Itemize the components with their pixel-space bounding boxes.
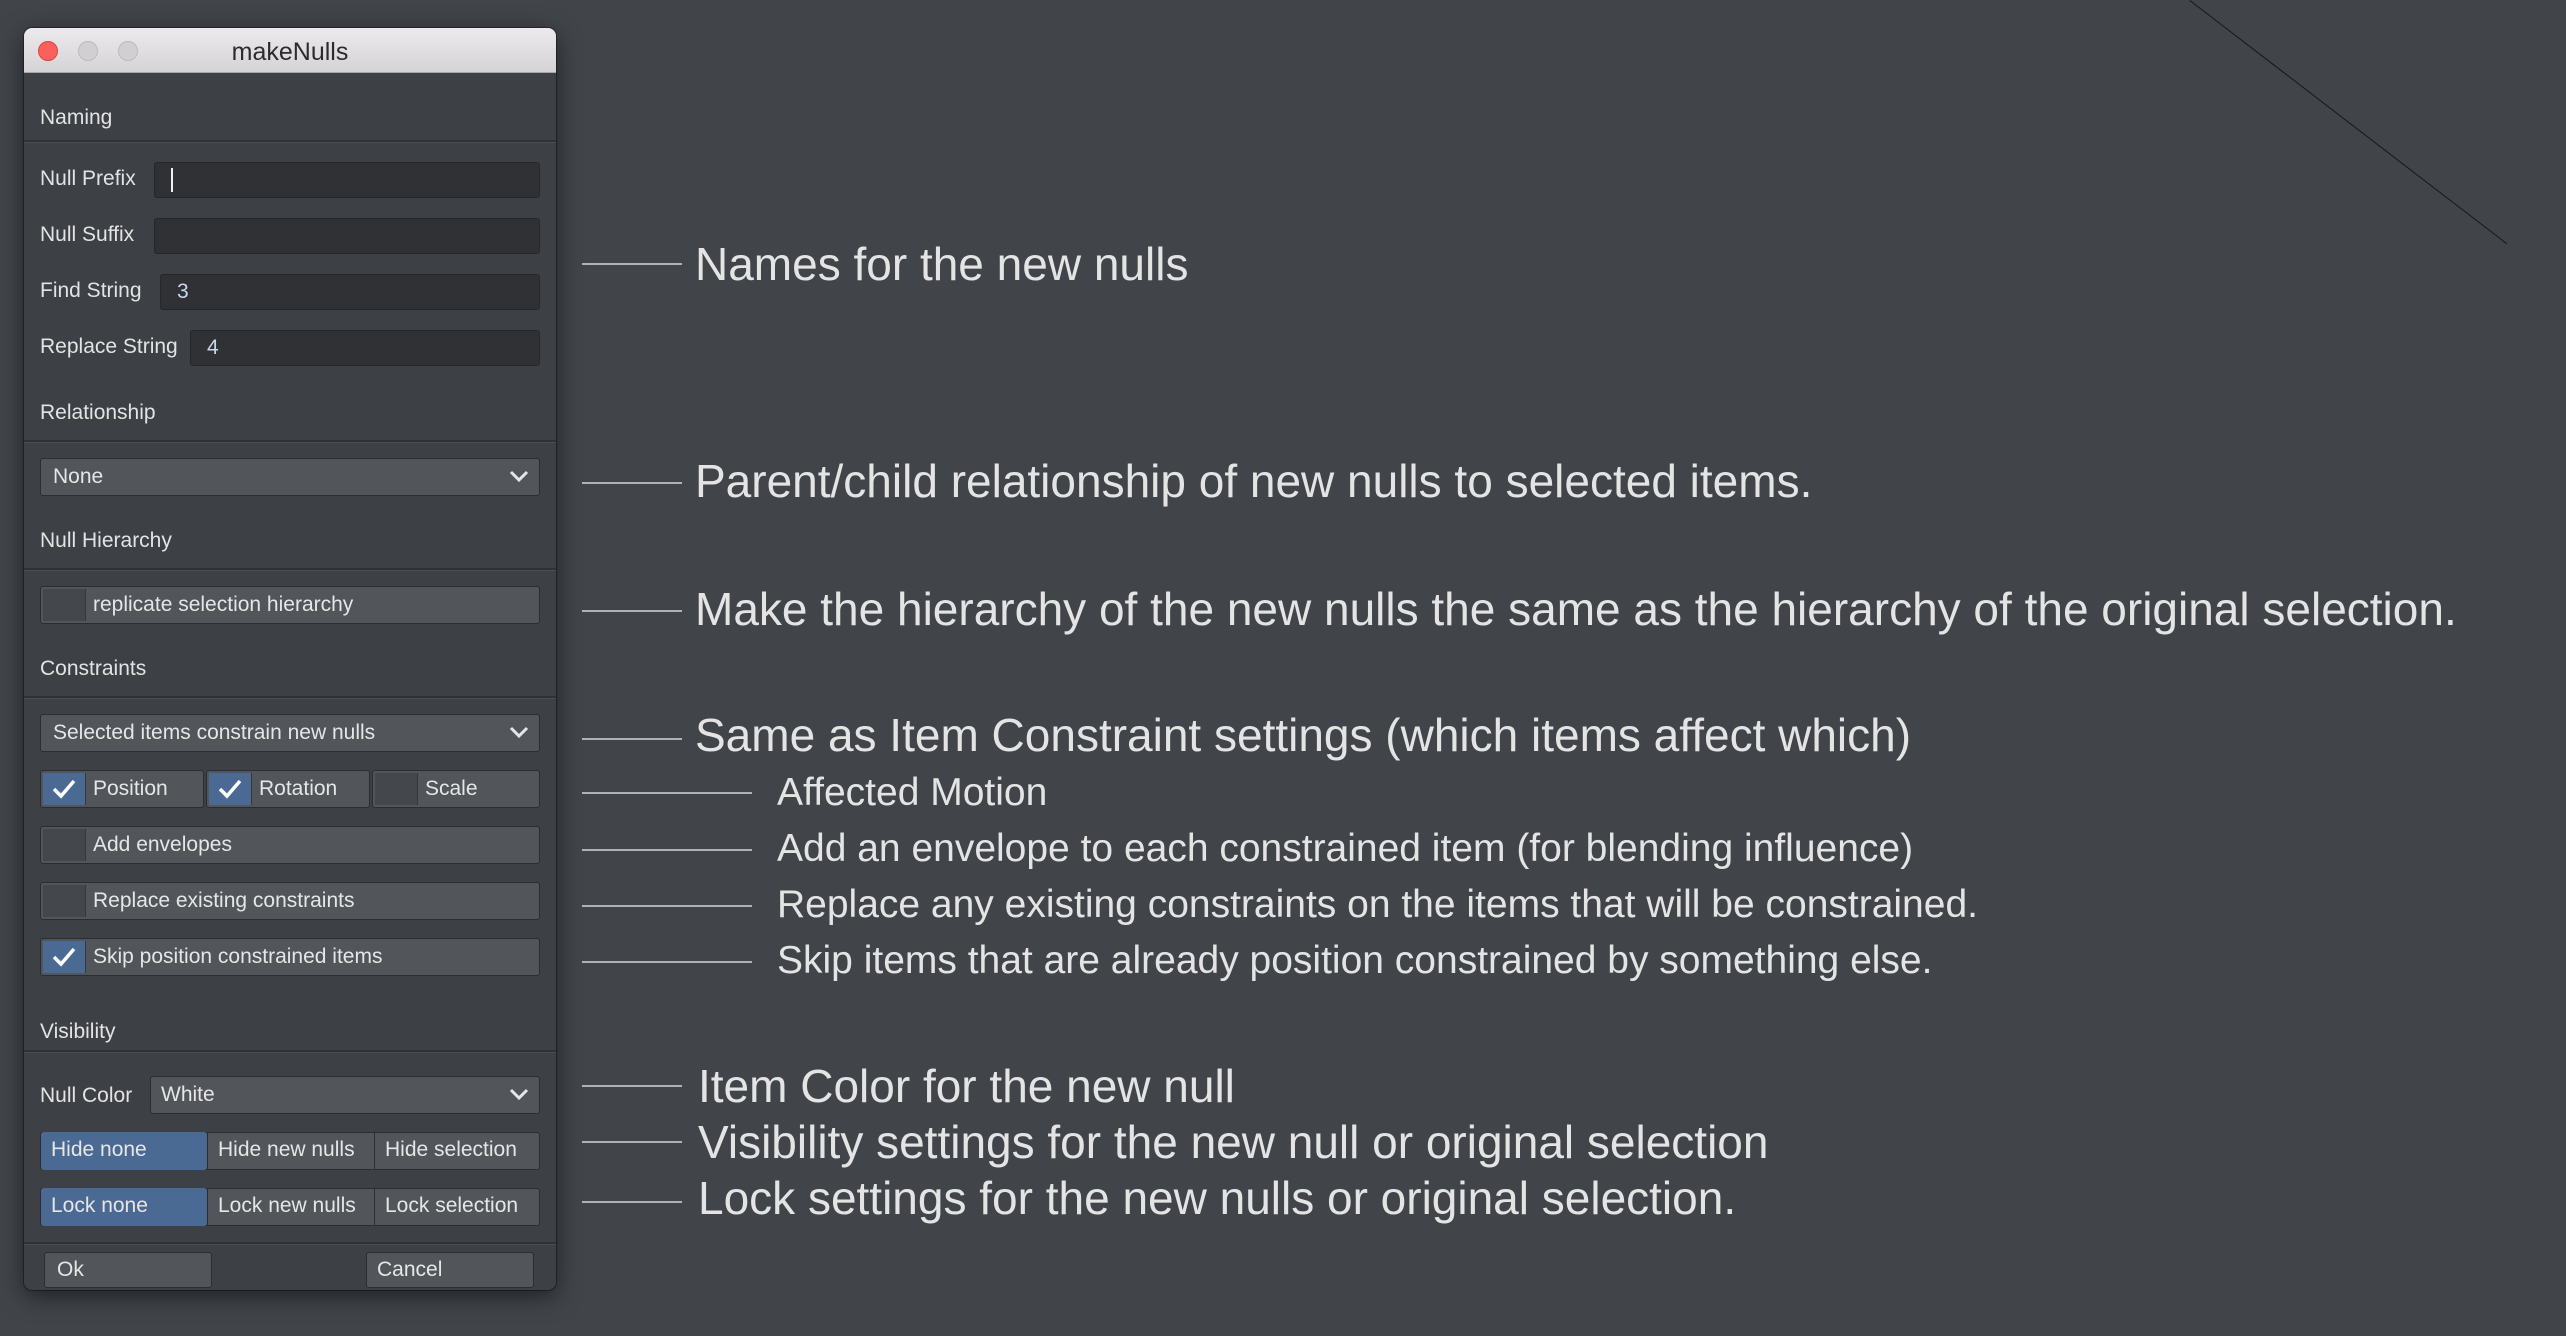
- hide-none-label: Hide none: [51, 1138, 147, 1161]
- background-diagonal-line: [2189, 0, 2507, 244]
- hide-selection-label: Hide selection: [385, 1138, 517, 1161]
- checkbox-box: [43, 885, 86, 917]
- replace-string-label: Replace String: [40, 335, 178, 358]
- section-divider: [24, 440, 556, 443]
- cancel-label: Cancel: [377, 1258, 443, 1281]
- annotation-affected-motion: Affected Motion: [777, 771, 1048, 814]
- checkbox-box: [43, 941, 86, 973]
- annotation-leader-line: [582, 961, 752, 963]
- add-envelopes-checkbox[interactable]: [40, 826, 540, 864]
- constraint-mode-dropdown[interactable]: [40, 714, 540, 752]
- add-envelopes-label: Add envelopes: [93, 833, 232, 856]
- annotation-leader-line: [582, 1141, 682, 1143]
- text-caret: [171, 168, 173, 192]
- constraints-section-label: Constraints: [40, 657, 147, 680]
- lock-selection-option[interactable]: [375, 1188, 539, 1226]
- annotation-lock: Lock settings for the new nulls or original selection.: [698, 1172, 1737, 1224]
- find-string-input[interactable]: 3: [160, 274, 540, 310]
- find-string-label: Find String: [40, 279, 142, 302]
- section-divider: [24, 1050, 556, 1053]
- lock-segmented-control: [40, 1188, 540, 1226]
- annotation-relationship: Parent/child relationship of new nulls to selected items.: [695, 455, 1813, 507]
- null-prefix-label: Null Prefix: [40, 167, 136, 190]
- lock-new-nulls-label: Lock new nulls: [218, 1194, 356, 1217]
- annotation-item-color: Item Color for the new null: [698, 1060, 1235, 1112]
- constraint-mode-selected: Selected items constrain new nulls: [53, 721, 376, 744]
- lock-none-option[interactable]: [41, 1188, 207, 1226]
- scale-label: Scale: [425, 777, 478, 800]
- ok-label: Ok: [57, 1258, 84, 1281]
- chevron-down-icon: [509, 724, 529, 740]
- annotation-leader-line: [582, 1085, 682, 1087]
- checkbox-box: [375, 773, 418, 805]
- visibility-section-label: Visibility: [40, 1020, 116, 1043]
- replicate-hierarchy-checkbox[interactable]: [40, 586, 540, 624]
- null-suffix-input[interactable]: [154, 218, 540, 254]
- annotation-skip: Skip items that are already position constrained by something else.: [777, 939, 1933, 982]
- rotation-label: Rotation: [259, 777, 338, 800]
- annotation-leader-line: [582, 738, 682, 740]
- section-divider: [24, 568, 556, 571]
- naming-section-label: Naming: [40, 106, 113, 129]
- section-divider: [24, 140, 556, 143]
- hide-new-nulls-option[interactable]: [208, 1132, 374, 1170]
- scale-checkbox[interactable]: [372, 770, 540, 808]
- null-color-selected: White: [161, 1083, 215, 1106]
- relationship-dropdown[interactable]: [40, 458, 540, 496]
- annotation-visibility: Visibility settings for the new null or original selection: [698, 1116, 1769, 1168]
- replace-existing-checkbox[interactable]: [40, 882, 540, 920]
- window-title: makeNulls: [231, 38, 349, 66]
- checkmark-icon: [217, 777, 243, 801]
- annotation-hierarchy: Make the hierarchy of the new nulls the same as the hierarchy of the original selection.: [695, 583, 2457, 635]
- annotation-leader-line: [582, 1201, 682, 1203]
- replace-string-input[interactable]: 4: [190, 330, 540, 366]
- hide-segmented-control: [40, 1132, 540, 1170]
- rotation-checkbox[interactable]: [206, 770, 370, 808]
- annotation-leader-line: [582, 610, 682, 612]
- annotation-names: Names for the new nulls: [695, 238, 1189, 290]
- replicate-hierarchy-label: replicate selection hierarchy: [93, 593, 354, 616]
- annotation-leader-line: [582, 263, 682, 265]
- ok-button[interactable]: [44, 1252, 212, 1288]
- checkbox-box: [43, 829, 86, 861]
- lock-new-nulls-option[interactable]: [208, 1188, 374, 1226]
- checkbox-box: [209, 773, 252, 805]
- hide-new-nulls-label: Hide new nulls: [218, 1138, 355, 1161]
- chevron-down-icon: [509, 468, 529, 484]
- null-prefix-input[interactable]: [154, 162, 540, 198]
- cancel-button[interactable]: [366, 1252, 534, 1288]
- annotation-envelope: Add an envelope to each constrained item (for blending influence): [777, 827, 1914, 870]
- annotation-constraint-settings: Same as Item Constraint settings (which items affect which): [695, 709, 1912, 761]
- checkbox-box: [43, 773, 86, 805]
- null-color-label: Null Color: [40, 1084, 133, 1107]
- chevron-down-icon: [509, 1086, 529, 1102]
- checkbox-box: [43, 589, 86, 621]
- hide-selection-option[interactable]: [375, 1132, 539, 1170]
- replace-existing-label: Replace existing constraints: [93, 889, 355, 912]
- makenulls-dialog: [24, 28, 556, 1290]
- section-divider: [24, 696, 556, 699]
- hide-none-option[interactable]: [41, 1132, 207, 1170]
- checkmark-icon: [51, 945, 77, 969]
- checkmark-icon: [51, 777, 77, 801]
- lock-none-label: Lock none: [51, 1194, 148, 1217]
- lock-selection-label: Lock selection: [385, 1194, 519, 1217]
- relationship-selected: None: [53, 465, 104, 488]
- annotation-replace: Replace any existing constraints on the items that will be constrained.: [777, 883, 1978, 926]
- position-checkbox[interactable]: [40, 770, 204, 808]
- null-hierarchy-section-label: Null Hierarchy: [40, 529, 172, 552]
- annotation-leader-line: [582, 905, 752, 907]
- annotation-leader-line: [582, 792, 752, 794]
- relationship-section-label: Relationship: [40, 401, 156, 424]
- annotation-leader-line: [582, 849, 752, 851]
- null-color-dropdown[interactable]: [150, 1076, 540, 1114]
- skip-position-label: Skip position constrained items: [93, 945, 383, 968]
- annotation-leader-line: [582, 482, 682, 484]
- title-bar[interactable]: [24, 28, 556, 73]
- position-label: Position: [93, 777, 168, 800]
- skip-position-checkbox[interactable]: [40, 938, 540, 976]
- footer-divider: [24, 1242, 556, 1245]
- null-suffix-label: Null Suffix: [40, 223, 135, 246]
